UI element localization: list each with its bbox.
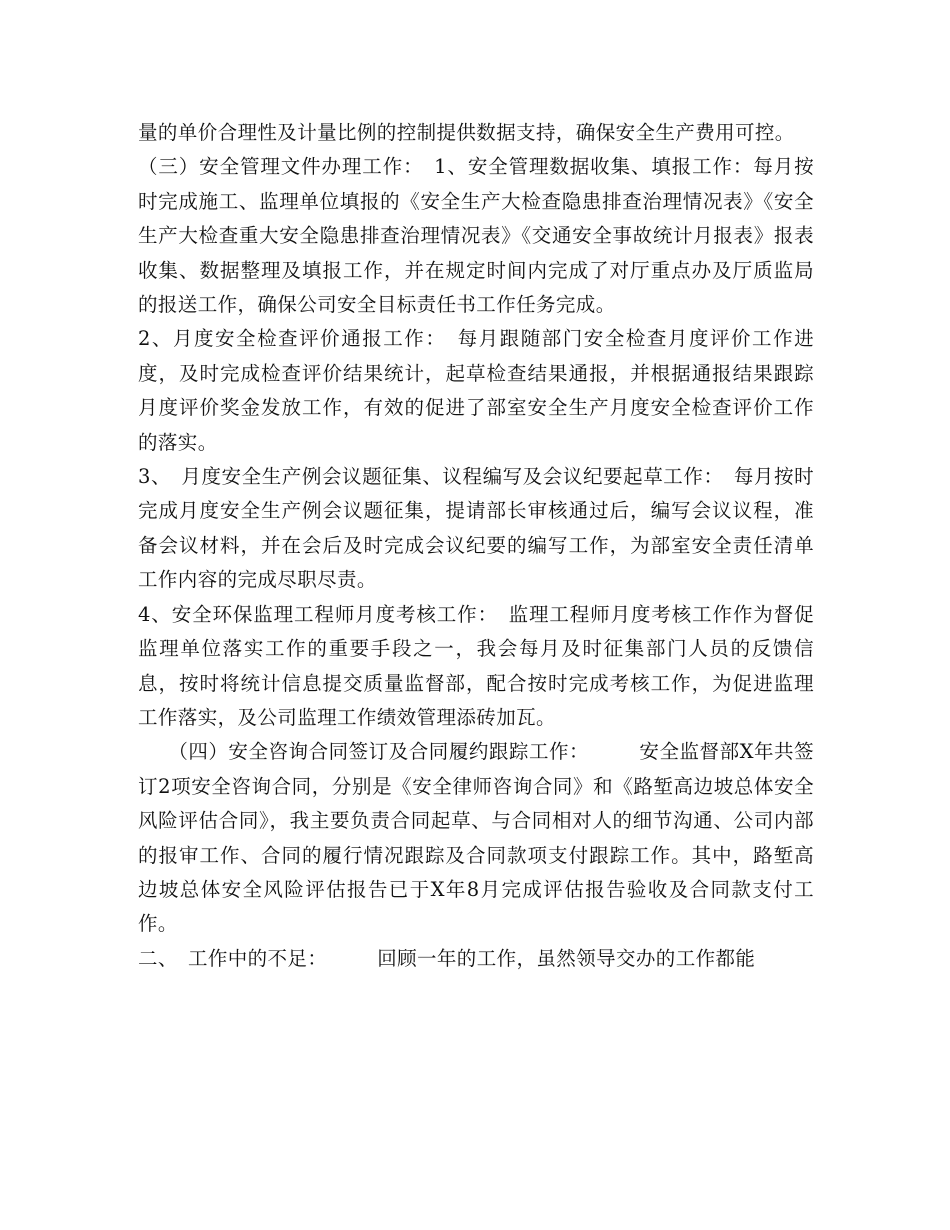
- paragraph-shortcomings: 二、 工作中的不足： 回顾一年的工作，虽然领导交办的工作都能: [138, 946, 756, 970]
- paragraph-safety-file-handling: （三）安全管理文件办理工作： 1、安全管理数据收集、填报工作：每月按时完成施工、监理单位填报的《安全生产大检查隐患排查治理情况表》《安全生产大检查重大安全隐患排查治理情况表》《交通安全事故统计月报表》报表收集、数据整理及填报工作，并在规定时间内完成了对厅重点办及厅质监局的报送工作，确保公司安全目标责任书工作任务完成。: [138, 155, 814, 317]
- paragraph-consulting-contracts: （四）安全咨询合同签订及合同履约跟踪工作： 安全监督部X年共签订2项安全咨询合同，分别是《安全律师咨询合同》和《路堑高边坡总体安全风险评估合同》，我主要负责合同起草、与合同相对人的细节沟通、公司内部的报审工作、合同的履行情况跟踪及合同款项支付跟踪工作。其中，路堑高边坡总体安全风险评估报告已于X年8月完成评估报告验收及合同款支付工作。: [138, 740, 814, 936]
- paragraph-engineer-assessment: 4、安全环保监理工程师月度考核工作： 监理工程师月度考核工作作为督促监理单位落实工作的重要手段之一，我会每月及时征集部门人员的反馈信息，按时将统计信息提交质量监督部，配合按时完成考核工作，为促进监理工作落实，及公司监理工作绩效管理添砖加瓦。: [138, 602, 814, 729]
- paragraph-monthly-inspection: 2、月度安全检查评价通报工作： 每月跟随部门安全检查月度评价工作进度，及时完成检查评价结果统计，起草检查结果通报，并根据通报结果跟踪月度评价奖金发放工作，有效的促进了部室安全生产月度安全检查评价工作的落实。: [138, 327, 814, 454]
- paragraph-cost-control: 量的单价合理性及计量比例的控制提供数据支持，确保安全生产费用可控。: [138, 121, 795, 144]
- document-body: [138, 116, 814, 976]
- paragraph-monthly-meeting: 3、 月度安全生产例会议题征集、议程编写及会议纪要起草工作： 每月按时完成月度安全生产例会议题征集，提请部长审核通过后，编写会议议程，准备会议材料，并在会后及时完成会议纪要的编写工作，为部室安全责任清单工作内容的完成尽职尽责。: [138, 465, 814, 592]
